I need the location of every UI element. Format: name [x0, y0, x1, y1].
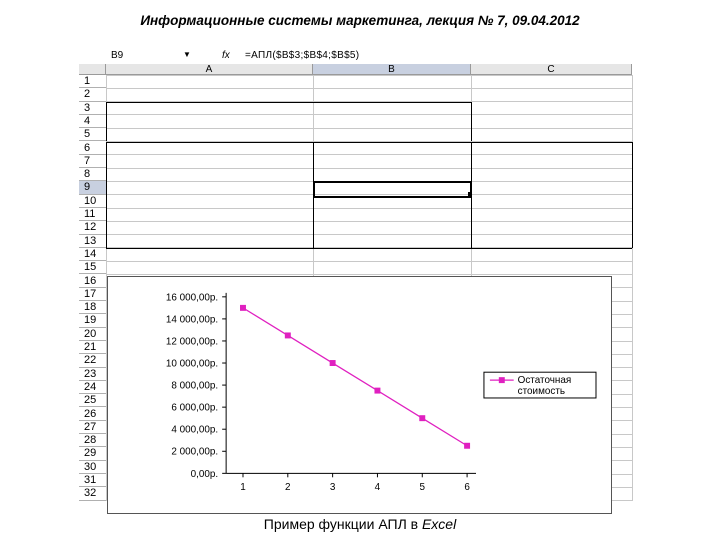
row-header[interactable]: 32	[79, 487, 106, 500]
x-tick-label: 4	[374, 482, 381, 494]
y-tick-label: 10 000,00р.	[165, 358, 219, 370]
row-header[interactable]: 10	[79, 195, 106, 208]
column-header-c[interactable]: C	[471, 64, 632, 75]
row-header[interactable]: 31	[79, 474, 106, 487]
legend-label: стоимость	[517, 386, 566, 398]
name-box-dropdown-icon[interactable]: ▼	[183, 50, 191, 59]
table-border	[106, 142, 632, 143]
gridline	[106, 154, 632, 155]
gridline	[632, 75, 633, 501]
data-point[interactable]	[240, 305, 246, 311]
params-border	[471, 102, 472, 142]
row-header[interactable]: 16	[79, 275, 106, 288]
slide-caption	[0, 516, 720, 532]
row-header[interactable]: 14	[79, 248, 106, 261]
y-tick-label: 6 000,00р.	[171, 402, 219, 414]
gridline	[106, 221, 632, 222]
row-header[interactable]: 7	[79, 155, 106, 168]
gridline	[106, 75, 632, 76]
caption-excel: Excel	[421, 516, 457, 532]
data-point[interactable]	[374, 388, 380, 394]
y-tick-label: 8 000,00р.	[171, 380, 219, 392]
row-header[interactable]: 26	[79, 408, 106, 421]
row-header[interactable]: 21	[79, 341, 106, 354]
table-border	[106, 248, 632, 249]
gridline	[106, 208, 632, 209]
params-border	[106, 102, 471, 103]
row-header[interactable]: 15	[79, 261, 106, 274]
y-tick-label: 4 000,00р.	[171, 424, 219, 436]
row-header[interactable]: 29	[79, 447, 106, 460]
caption-text: Пример функции АПЛ в	[263, 516, 422, 532]
data-point[interactable]	[285, 332, 291, 338]
fx-icon[interactable]: fx	[222, 50, 230, 61]
y-tick-label: 16 000,00р.	[165, 292, 219, 304]
y-tick-label: 14 000,00р.	[165, 314, 219, 326]
series-line	[243, 308, 467, 446]
table-border	[632, 142, 633, 248]
fill-handle[interactable]	[468, 192, 472, 196]
gridline	[106, 274, 632, 275]
data-point[interactable]	[330, 360, 336, 366]
table-border	[106, 142, 107, 248]
name-box[interactable]	[111, 50, 201, 62]
row-header[interactable]: 4	[79, 115, 106, 128]
gridline	[106, 261, 632, 262]
x-tick-label: 1	[240, 482, 246, 494]
data-point[interactable]	[464, 443, 470, 449]
slide-title: Информационные системы маркетинга, лекция № 7, 09.04.2012	[140, 13, 580, 28]
row-header[interactable]: 30	[79, 461, 106, 474]
row-header[interactable]: 28	[79, 434, 106, 447]
x-tick-label: 5	[419, 482, 426, 494]
row-header[interactable]: 22	[79, 354, 106, 367]
y-tick-label: 2 000,00р.	[171, 446, 219, 458]
name-box-value: B9	[111, 50, 124, 61]
row-header[interactable]: 11	[79, 208, 106, 221]
row-header[interactable]: 23	[79, 368, 106, 381]
row-header[interactable]: 27	[79, 421, 106, 434]
data-point[interactable]	[419, 415, 425, 421]
gridline	[106, 128, 632, 129]
x-tick-label: 3	[329, 482, 336, 494]
gridline	[106, 114, 632, 115]
gridline	[106, 168, 632, 169]
y-tick-label: 0,00р.	[190, 468, 219, 480]
row-header[interactable]: 20	[79, 328, 106, 341]
legend-label: Остаточная	[517, 375, 572, 387]
row-header[interactable]: 25	[79, 394, 106, 407]
select-all-corner[interactable]	[79, 64, 106, 75]
row-header[interactable]: 19	[79, 314, 106, 327]
row-header[interactable]: 13	[79, 235, 106, 248]
column-header-b[interactable]: B	[313, 64, 471, 75]
row-header[interactable]: 3	[79, 102, 106, 115]
row-header[interactable]: 9	[79, 181, 106, 194]
row-header[interactable]: 12	[79, 221, 106, 234]
x-tick-label: 6	[464, 482, 470, 494]
row-header[interactable]: 6	[79, 142, 106, 155]
x-tick-label: 2	[285, 482, 291, 494]
line-chart[interactable]	[107, 276, 612, 514]
legend-marker	[499, 377, 505, 383]
row-header[interactable]: 24	[79, 381, 106, 394]
formula-bar	[79, 50, 632, 63]
row-header[interactable]: 1	[79, 75, 106, 88]
row-header[interactable]: 18	[79, 301, 106, 314]
row-header[interactable]: 17	[79, 288, 106, 301]
row-header[interactable]: 8	[79, 168, 106, 181]
gridline	[106, 88, 632, 89]
active-cell-b9[interactable]	[313, 181, 472, 197]
column-header-a[interactable]: A	[106, 64, 313, 75]
row-header[interactable]: 5	[79, 128, 106, 141]
gridline	[106, 234, 632, 235]
y-tick-label: 12 000,00р.	[165, 336, 219, 348]
formula-input[interactable]: =АПЛ($B$3;$B$4;$B$5)	[245, 50, 360, 61]
row-header[interactable]: 2	[79, 88, 106, 101]
params-border	[106, 102, 107, 142]
